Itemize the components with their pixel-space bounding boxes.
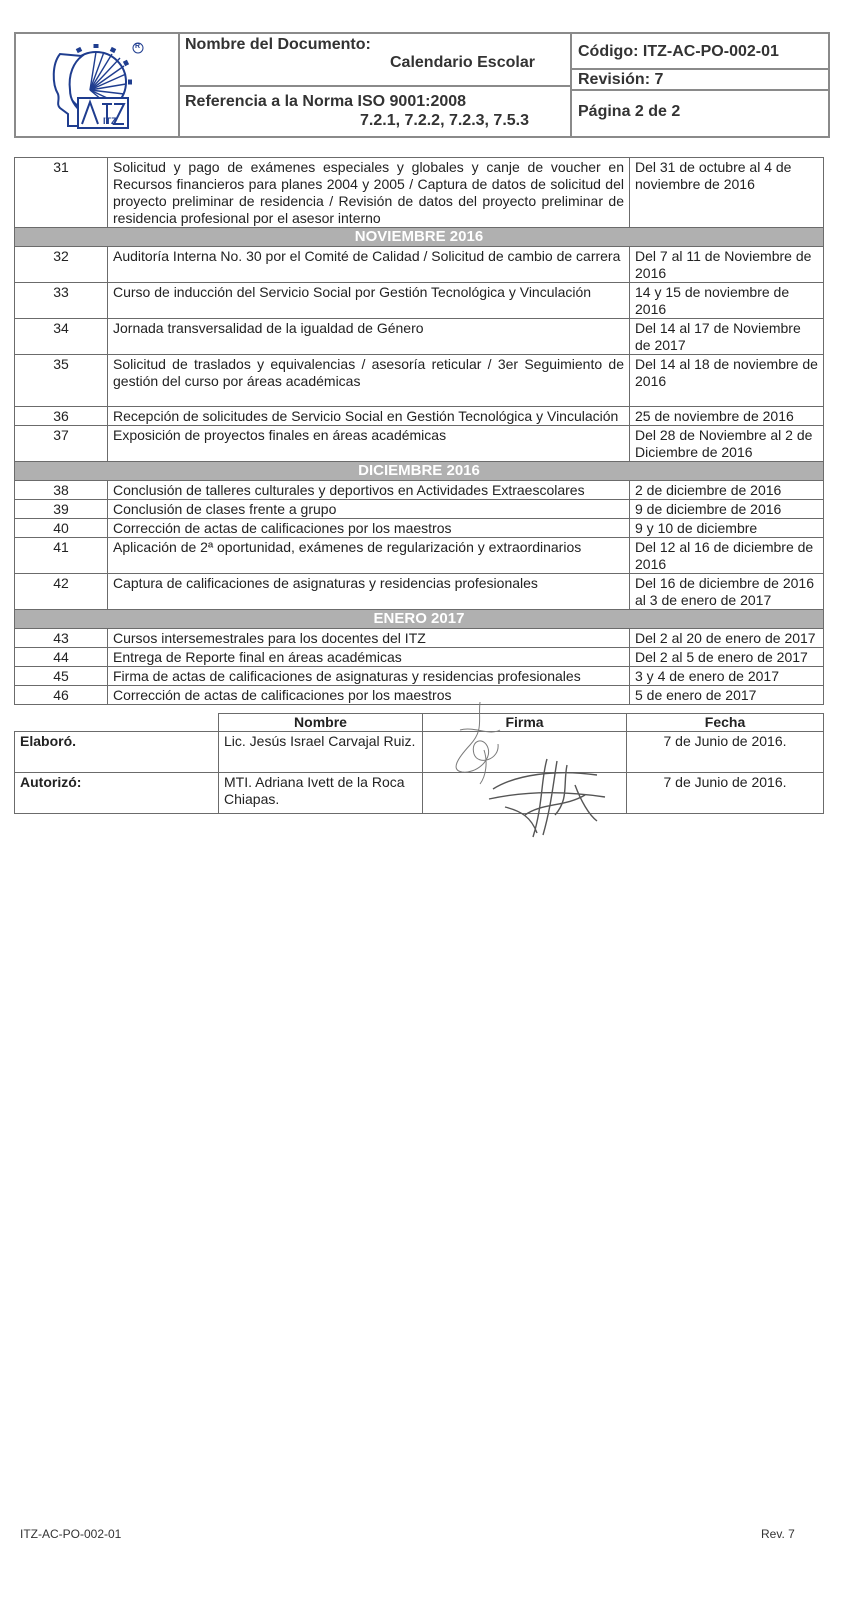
activity-date: Del 2 al 20 de enero de 2017 (630, 629, 824, 648)
activity-description: Corrección de actas de calificaciones por los maestros (108, 686, 630, 705)
signature-header: Firma (423, 714, 627, 732)
activity-number: 43 (15, 629, 108, 648)
activity-description: Jornada transversalidad de la igualdad de Género (108, 319, 630, 355)
activity-description: Curso de inducción del Servicio Social por Gestión Tecnológica y Vinculación (108, 283, 630, 319)
iso-clauses: 7.2.1, 7.2.2, 7.2.3, 7.5.3 (360, 112, 530, 129)
signature-row-autorizo (15, 773, 824, 814)
activity-number: 39 (15, 500, 108, 519)
iso-label: Referencia a la Norma ISO 9001:2008 (185, 93, 467, 110)
activity-number: 34 (15, 319, 108, 355)
activity-number: 37 (15, 426, 108, 462)
activity-number: 32 (15, 247, 108, 283)
calendar-row (15, 686, 824, 705)
activity-date: 5 de enero de 2017 (630, 686, 824, 705)
activity-date: 25 de noviembre de 2016 (630, 407, 824, 426)
doc-code: Código: ITZ-AC-PO-002-01 (578, 43, 779, 60)
footer-code: ITZ-AC-PO-002-01 (20, 1527, 122, 1541)
activity-number: 36 (15, 407, 108, 426)
logo-registered-mark: R (135, 43, 141, 50)
name-autorizo: MTI. Adriana Ivett de la Roca Chiapas. (219, 773, 423, 814)
activity-date: Del 28 de Noviembre al 2 de Diciembre de 2016 (630, 426, 824, 462)
activity-description: Aplicación de 2ª oportunidad, exámenes de regularización y extraordinarios (108, 538, 630, 574)
footer-revision: Rev. 7 (761, 1527, 795, 1541)
doc-revision: Revisión: 7 (578, 71, 664, 88)
calendar-row (15, 407, 824, 426)
calendar-row (15, 648, 824, 667)
month-label: NOVIEMBRE 2016 (15, 228, 824, 247)
calendar-row (15, 481, 824, 500)
itz-logo-graphic (16, 34, 176, 134)
signature-row-elaboro (15, 732, 824, 773)
activity-number: 40 (15, 519, 108, 538)
month-header-row (15, 610, 824, 629)
activity-description: Exposición de proyectos finales en áreas académicas (108, 426, 630, 462)
calendar-row (15, 355, 824, 407)
activity-description: Solicitud de traslados y equivalencias / asesoría reticular / 3er Seguimiento de gestión del curso por áreas académicas (108, 355, 630, 407)
date-elaboro: 7 de Junio de 2016. (627, 732, 824, 773)
calendar-row (15, 629, 824, 648)
activity-date: Del 16 de diciembre de 2016 al 3 de enero de 2017 (630, 574, 824, 610)
activity-date: 9 de diciembre de 2016 (630, 500, 824, 519)
activity-date: 14 y 15 de noviembre de 2016 (630, 283, 824, 319)
month-header-row (15, 462, 824, 481)
month-label: ENERO 2017 (15, 610, 824, 629)
activity-description: Captura de calificaciones de asignaturas y residencias profesionales (108, 574, 630, 610)
logo-text: ITZ (103, 116, 117, 126)
calendar-row (15, 158, 824, 228)
activity-date: Del 31 de octubre al 4 de noviembre de 2016 (630, 158, 824, 228)
doc-name: Calendario Escolar (390, 54, 535, 71)
role-elaboro: Elaboró. (15, 732, 219, 773)
activity-number: 38 (15, 481, 108, 500)
activity-description: Corrección de actas de calificaciones por los maestros (108, 519, 630, 538)
name-header: Nombre (219, 714, 423, 732)
activity-description: Conclusión de talleres culturales y deportivos en Actividades Extraescolares (108, 481, 630, 500)
activity-description: Recepción de solicitudes de Servicio Social en Gestión Tecnológica y Vinculación (108, 407, 630, 426)
itz-logo (16, 34, 180, 136)
document-header (14, 32, 830, 138)
activity-number: 33 (15, 283, 108, 319)
activity-description: Entrega de Reporte final en áreas académicas (108, 648, 630, 667)
doc-name-label: Nombre del Documento: (185, 36, 371, 53)
calendar-row (15, 283, 824, 319)
activity-date: 3 y 4 de enero de 2017 (630, 667, 824, 686)
signature-cell-autorizo (423, 773, 627, 814)
signature-table (14, 713, 824, 814)
calendar-row (15, 574, 824, 610)
activity-description: Auditoría Interna No. 30 por el Comité de Calidad / Solicitud de cambio de carrera (108, 247, 630, 283)
signature-header-row (15, 714, 824, 732)
activity-date: Del 14 al 18 de noviembre de 2016 (630, 355, 824, 407)
activity-date: Del 14 al 17 de Noviembre de 2017 (630, 319, 824, 355)
activity-description: Solicitud y pago de exámenes especiales y globales y canje de voucher en Recursos financieros para planes 2004 y 2005 / Captura de datos de solicitud del proyecto preliminar de residencia / Revisión de datos del proyecto preliminar de residencia profesional por el asesor interno (108, 158, 630, 228)
activity-number: 44 (15, 648, 108, 667)
month-header-row (15, 228, 824, 247)
calendar-table (14, 157, 824, 705)
month-label: DICIEMBRE 2016 (15, 462, 824, 481)
signature-cell-elaboro (423, 732, 627, 773)
activity-description: Firma de actas de calificaciones de asignaturas y residencias profesionales (108, 667, 630, 686)
activity-number: 41 (15, 538, 108, 574)
calendar-row (15, 519, 824, 538)
calendar-row (15, 426, 824, 462)
activity-number: 31 (15, 158, 108, 228)
activity-number: 42 (15, 574, 108, 610)
activity-date: Del 7 al 11 de Noviembre de 2016 (630, 247, 824, 283)
calendar-row (15, 247, 824, 283)
calendar-row (15, 319, 824, 355)
name-elaboro: Lic. Jesús Israel Carvajal Ruiz. (219, 732, 423, 773)
activity-number: 45 (15, 667, 108, 686)
activity-date: Del 2 al 5 de enero de 2017 (630, 648, 824, 667)
calendar-row (15, 500, 824, 519)
empty-header-cell (15, 714, 219, 732)
role-autorizo: Autorizó: (15, 773, 219, 814)
activity-date: Del 12 al 16 de diciembre de 2016 (630, 538, 824, 574)
calendar-row (15, 667, 824, 686)
activity-number: 35 (15, 355, 108, 407)
date-autorizo: 7 de Junio de 2016. (627, 773, 824, 814)
activity-date: 2 de diciembre de 2016 (630, 481, 824, 500)
doc-page: Página 2 de 2 (578, 103, 681, 120)
calendar-row (15, 538, 824, 574)
date-header: Fecha (627, 714, 824, 732)
activity-number: 46 (15, 686, 108, 705)
activity-description: Conclusión de clases frente a grupo (108, 500, 630, 519)
activity-date: 9 y 10 de diciembre (630, 519, 824, 538)
activity-description: Cursos intersemestrales para los docentes del ITZ (108, 629, 630, 648)
